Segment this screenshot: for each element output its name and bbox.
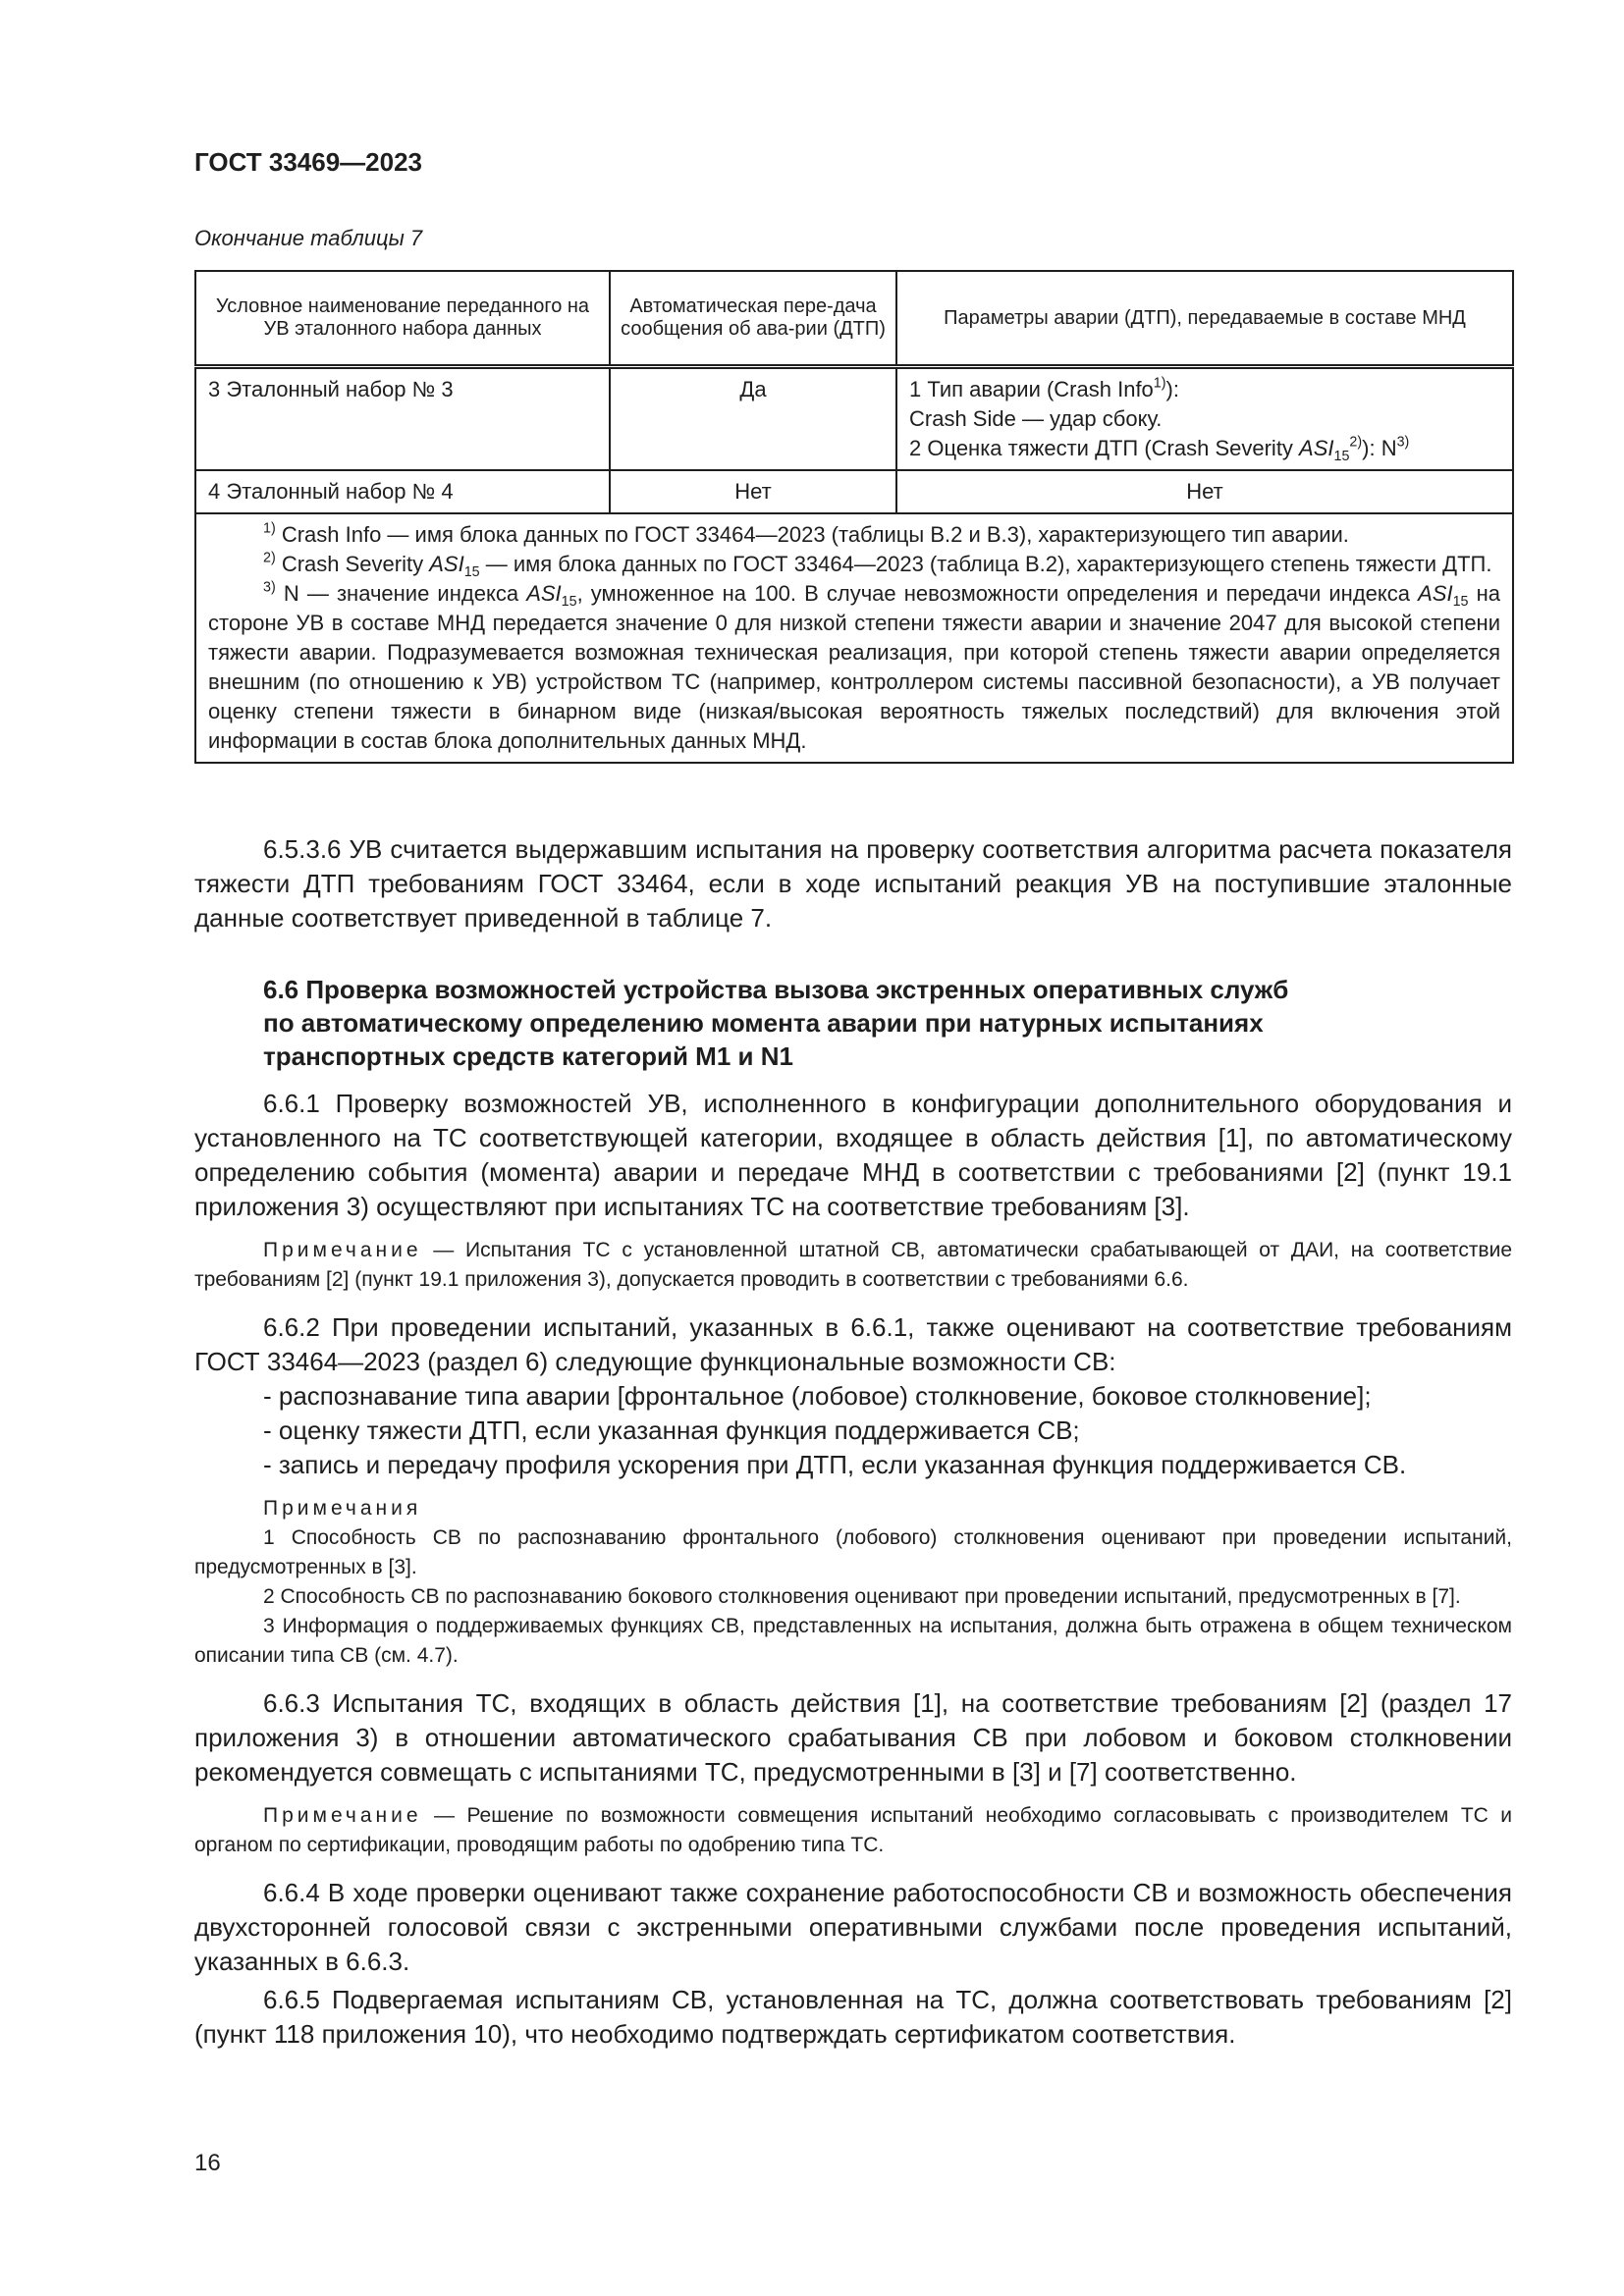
footnote-3: $^{3)}$ N — значение индекса $ASI_{15}$, умноженное на 100. В случае невозможности определения и передачи индекса $ASI_{15}$ на стороне УВ в составе МНД передается значение 0 для низкой степени тяжести аварии и значение 2047 для высокой степени тяжести аварии. Подразумевается возможная техническая реализация, при которой степень тяжести аварии определяется внешним (по отношению к УВ) устройством ТС (например, контроллером системы пассивной безопасности), а УВ получает оценку степени тяжести в бинарном виде (низкая/высокая вероятность тяжелых последствий) для включения этой информации в состав блока дополнительных данных МНД.: [208, 579, 1501, 753]
table-footnotes-row: [195, 513, 1513, 763]
reference-data-table: [194, 270, 1514, 764]
table-row: [195, 470, 1513, 513]
paragraph-6-6-5: 6.6.5 Подвергаемая испытаниям СВ, установленная на ТС, должна соответствовать требованиям [2] (пункт 118 приложения 10), что необходимо подтверждать сертификатом соответствия.: [194, 1985, 1512, 2049]
note-item-3: 3 Информация о поддерживаемых функциях СВ, представленных на испытания, должна быть отражена в общем техническом описании типа СВ (см. 4.7).: [194, 1615, 1512, 1667]
auto-transfer-cell: Да: [610, 367, 896, 471]
table-row: [195, 367, 1513, 471]
list-item: - запись и передачу профиля ускорения при ДТП, если указанная функция поддерживается СВ.: [263, 1450, 1407, 1479]
note-6-6-3: Примечание — Решение по возможности совмещения испытаний необходимо согласовывать с производителем ТС и органом по сертификации, проводящим работы по одобрению типа ТС.: [194, 1804, 1512, 1856]
paragraph-6-6-3: 6.6.3 Испытания ТС, входящих в область действия [1], на соответствие требованиям [2] (раздел 17 приложения 3) в отношении автоматического срабатывания СВ при лобовом и боковом столкновении рекомендуется совмещать с испытаниями ТС, предусмотренными в [3] и [7] соответственно.: [194, 1688, 1512, 1787]
dataset-name-cell: 3 Эталонный набор № 3: [195, 367, 610, 471]
section-heading-6-6: 6.6 Проверка возможностей устройства вызова экстренных оперативных служб по автоматическому определению момента аварии при натурных испытаниях транспортных средств категорий М1 и N1: [263, 975, 1289, 1071]
auto-transfer-cell: Нет: [610, 470, 896, 513]
table-header-row: [195, 271, 1513, 367]
param-line-crash-side: Crash Side — удар сбоку.: [909, 406, 1163, 431]
param-line-crash-severity: 2 Оценка тяжести ДТП (Crash Severity $ASI_{15}^{2)}$): $N^{3)}$: [909, 434, 1410, 464]
note-item-2: 2 Способность СВ по распознаванию бокового столкновения оценивают при проведении испытаний, предусмотренных в [7].: [263, 1585, 1461, 1608]
body-section: [194, 832, 1512, 2052]
list-item: - оценку тяжести ДТП, если указанная функция поддерживается СВ;: [263, 1415, 1080, 1445]
parameters-cell: Нет: [896, 470, 1513, 513]
page-number: 16: [194, 2150, 221, 2176]
table-footnotes: [195, 513, 1513, 763]
paragraph-6-6-4: 6.6.4 В ходе проверки оценивают также сохранение работоспособности СВ и возможность обеспечения двухсторонней голосовой связи с экстренными оперативными службами после проведения испытаний, указанных в 6.6.3.: [194, 1878, 1512, 1976]
list-item: - распознавание типа аварии [фронтальное (лобовое) столкновение, боковое столкновение];: [263, 1381, 1372, 1411]
paragraph-6-5-3-6: 6.5.3.6 УВ считается выдержавшим испытания на проверку соответствия алгоритма расчета показателя тяжести ДТП требованиям ГОСТ 33464, если в ходе испытаний реакция УВ на поступившие эталонные данные соответствует приведенной в таблице 7.: [194, 834, 1512, 933]
note-6-6-1: Примечание — Испытания ТС с установленной штатной СВ, автоматически срабатывающей от ДАИ, на соответствие требованиям [2] (пункт 19.1 приложения 3), допускается проводить в соответствии с требованиями 6.6.: [194, 1239, 1512, 1291]
document-code-header: ГОСТ 33469—2023: [194, 147, 422, 177]
table-caption: Окончание таблицы 7: [194, 226, 423, 250]
footnote-2: $^{2)}$ Crash Severity $ASI_{15}$ — имя блока данных по ГОСТ 33464—2023 (таблица В.2), характеризующего степень тяжести ДТП.: [263, 550, 1492, 580]
footnote-1: $^{1)}$ Crash Info — имя блока данных по ГОСТ 33464—2023 (таблицы В.2 и В.3), характеризующего тип аварии.: [263, 520, 1349, 547]
note-item-1: 1 Способность СВ по распознаванию фронтального (лобового) столкновения оценивают при проведении испытаний, предусмотренных в [3].: [194, 1526, 1512, 1578]
paragraph-6-6-1: 6.6.1 Проверку возможностей УВ, исполненного в конфигурации дополнительного оборудования и установленного на ТС соответствующей категории, входящее в область действия [1], по автоматическому определению события (момента) аварии и передаче МНД в соответствии с требованиями [2] (пункт 19.1 приложения 3) осуществляют при испытаниях ТС на соответствие требованиям [3].: [194, 1089, 1512, 1221]
column-header-parameters: Параметры аварии (ДТП), передаваемые в составе МНД: [896, 271, 1513, 367]
column-header-dataset: Условное наименование переданного на УВ эталонного набора данных: [195, 271, 610, 367]
notes-label: Примечания: [263, 1497, 422, 1520]
parameters-cell: [896, 367, 1513, 471]
paragraph-6-6-2: 6.6.2 При проведении испытаний, указанных в 6.6.1, также оценивают на соответствие требованиям ГОСТ 33464—2023 (раздел 6) следующие функциональные возможности СВ:: [194, 1312, 1512, 1376]
dataset-name-cell: 4 Эталонный набор № 4: [195, 470, 610, 513]
param-line-crash-info: 1 Тип аварии (Crash Info$^{1)}$):: [909, 375, 1179, 401]
column-header-auto-transfer: Автоматическая пере-дача сообщения об ава-рии (ДТП): [610, 271, 896, 367]
